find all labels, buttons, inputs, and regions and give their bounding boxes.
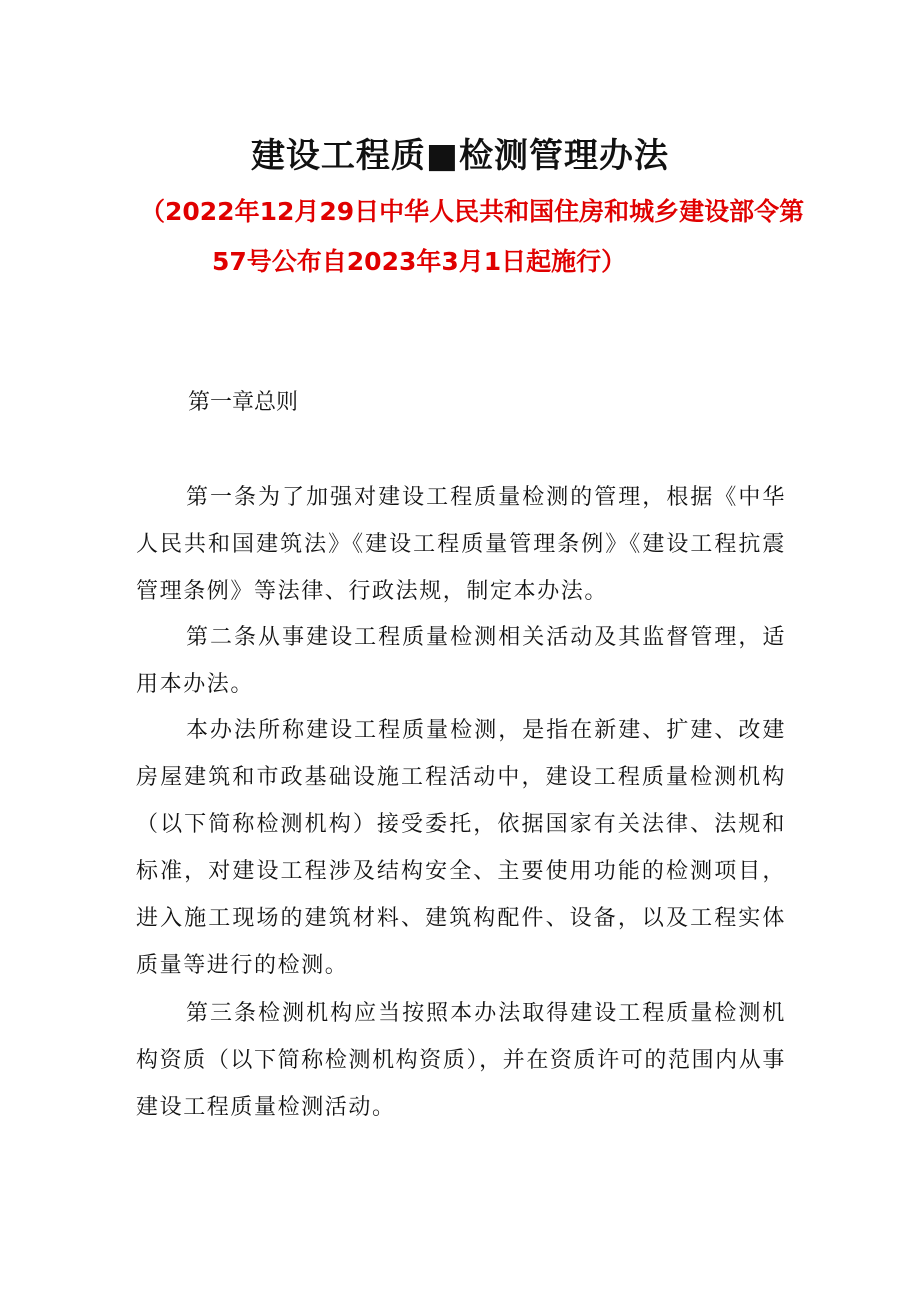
paragraph-definition: 本办法所称建设工程质量检测，是指在新建、扩建、改建房屋建筑和市政基础设施工程活动中，建设工程质量检测机构（以下简称检测机构）接受委托，依据国家有关法律、法规和标准，对建设工程涉及结构安全、主要使用功能的检测项目，进入施工现场的建筑材料、建筑构配件、设备，以及工程实体质量等进行的检测。	[136, 718, 786, 978]
document-subtitle-line-1: （2022年12月29日中华人民共和国住房和城乡建设部令第	[140, 197, 805, 226]
chapter-heading: 第一章总则	[188, 390, 299, 415]
document-title: 建设工程质■检测管理办法	[250, 136, 670, 176]
paragraph-article-1: 第一条为了加强对建设工程质量检测的管理，根据《中华人民共和国建筑法》《建设工程质量管理条例》《建设工程抗震管理条例》等法律、行政法规，制定本办法。	[136, 485, 786, 604]
paragraph-article-3: 第三条检测机构应当按照本办法取得建设工程质量检测机构资质（以下简称检测机构资质），并在资质许可的范围内从事建设工程质量检测活动。	[136, 1001, 786, 1120]
paragraph-article-2: 第二条从事建设工程质量检测相关活动及其监督管理，适用本办法。	[136, 625, 786, 697]
document-subtitle-line-2: 57号公布自2023年3月1日起施行）	[212, 247, 627, 276]
